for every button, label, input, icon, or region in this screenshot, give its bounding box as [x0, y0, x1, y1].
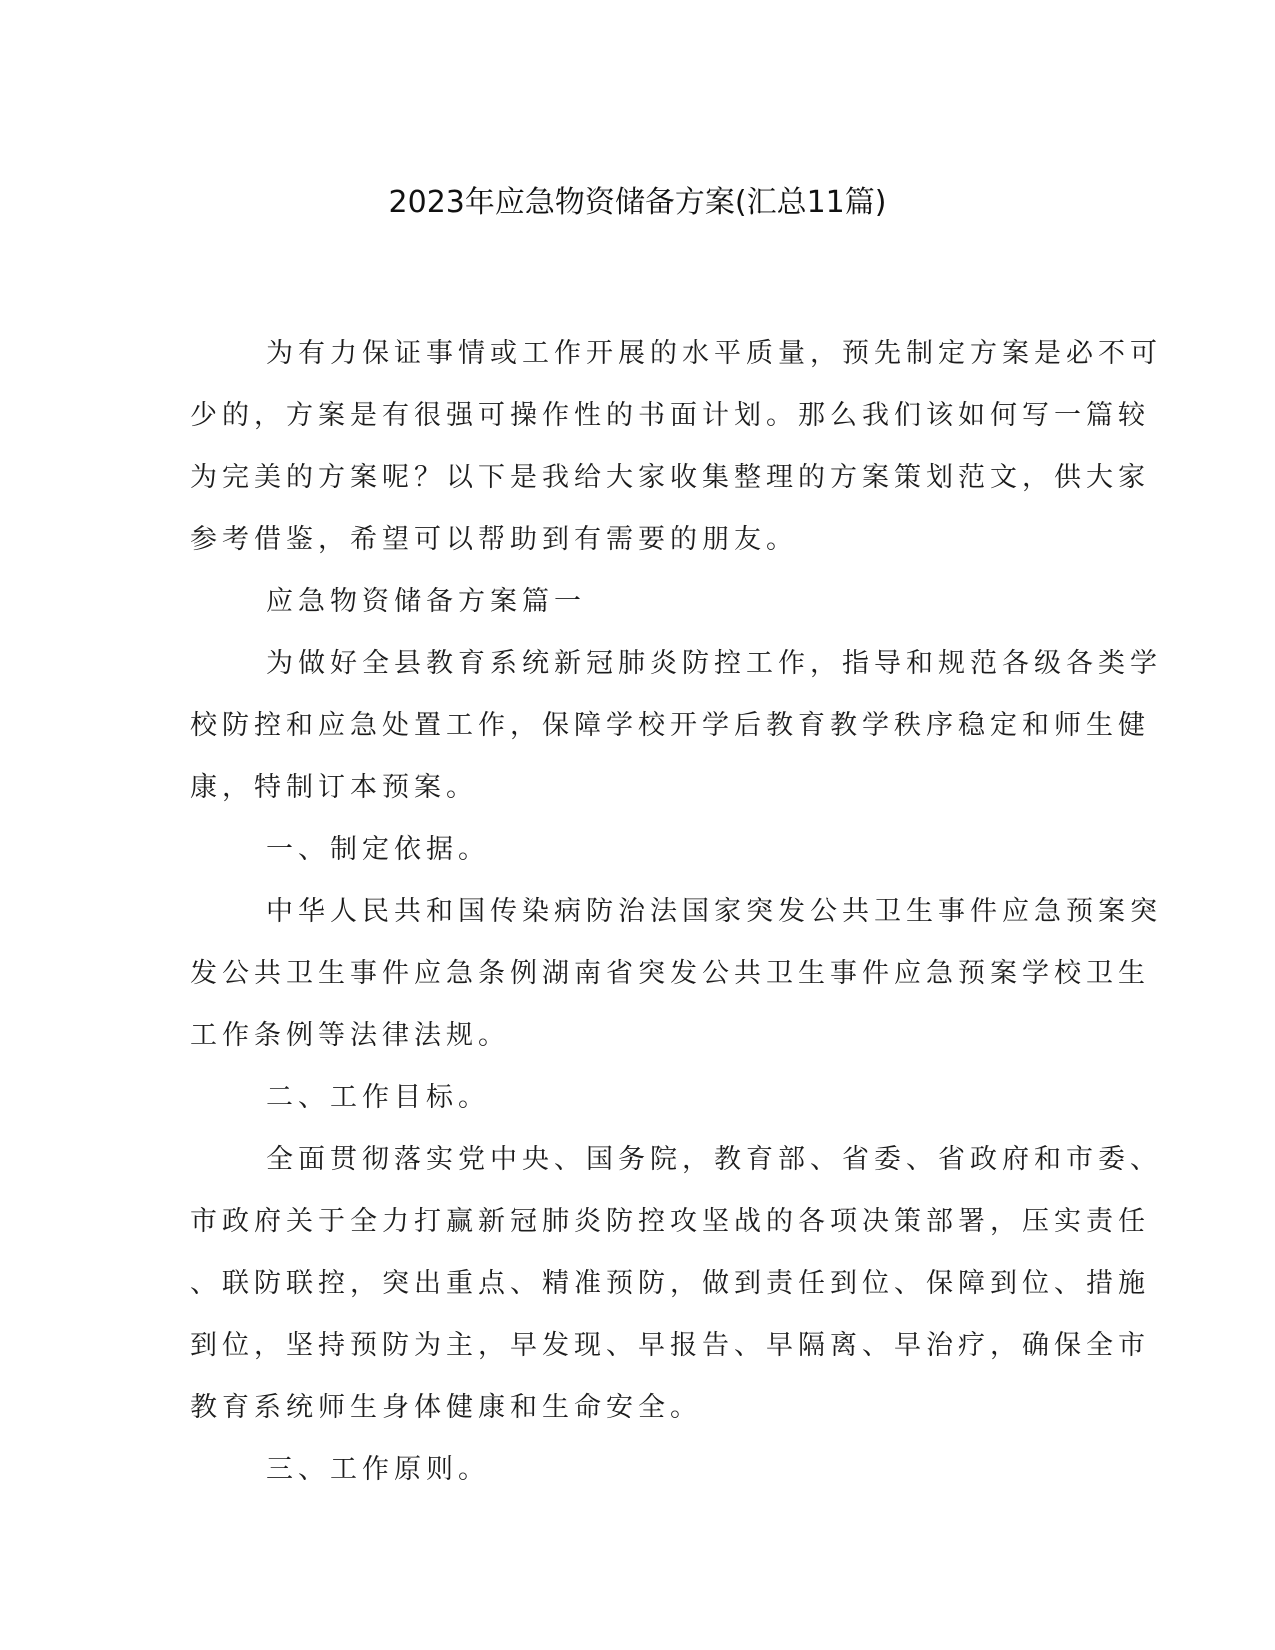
section-heading-part-one — [190, 571, 1080, 633]
text-line: 、联防联控，突出重点、精准预防，做到责任到位、保障到位、措施 — [190, 1268, 1150, 1299]
text-line: 发公共卫生事件应急条例湖南省突发公共卫生事件应急预案学校卫生 — [190, 958, 1150, 989]
intro-paragraph — [190, 323, 1162, 571]
text-line: 应急物资储备方案篇一 — [266, 586, 586, 617]
document-body — [190, 323, 1162, 1501]
text-line: 市政府关于全力打赢新冠肺炎防控攻坚战的各项决策部署，压实责任 — [190, 1206, 1150, 1237]
document-title: 2023年应急物资储备方案(汇总11篇) — [388, 185, 887, 220]
text-line: 三、工作原则。 — [266, 1454, 490, 1485]
text-line: 工作条例等法律法规。 — [190, 1020, 510, 1051]
section-heading-goals — [190, 1067, 1080, 1129]
basis-paragraph — [190, 881, 1162, 1067]
text-line: 为完美的方案呢？以下是我给大家收集整理的方案策划范文，供大家 — [190, 462, 1150, 493]
text-line: 全面贯彻落实党中央、国务院，教育部、省委、省政府和市委、 — [266, 1144, 1162, 1175]
text-line: 一、制定依据。 — [266, 834, 490, 865]
goals-paragraph — [190, 1129, 1162, 1439]
section-heading-basis — [190, 819, 1080, 881]
text-line: 参考借鉴，希望可以帮助到有需要的朋友。 — [190, 524, 798, 555]
text-line: 少的，方案是有很强可操作性的书面计划。那么我们该如何写一篇较 — [190, 400, 1150, 431]
text-line: 康，特制订本预案。 — [190, 772, 478, 803]
purpose-paragraph — [190, 633, 1162, 819]
text-line: 到位，坚持预防为主，早发现、早报告、早隔离、早治疗，确保全市 — [190, 1330, 1150, 1361]
text-line: 为有力保证事情或工作开展的水平质量，预先制定方案是必不可 — [266, 338, 1162, 369]
text-line: 教育系统师生身体健康和生命安全。 — [190, 1392, 702, 1423]
section-heading-principles — [190, 1439, 1080, 1501]
text-line: 中华人民共和国传染病防治法国家突发公共卫生事件应急预案突 — [266, 896, 1162, 927]
text-line: 二、工作目标。 — [266, 1082, 490, 1113]
text-line: 校防控和应急处置工作，保障学校开学后教育教学秩序稳定和师生健 — [190, 710, 1150, 741]
text-line: 为做好全县教育系统新冠肺炎防控工作，指导和规范各级各类学 — [266, 648, 1162, 679]
